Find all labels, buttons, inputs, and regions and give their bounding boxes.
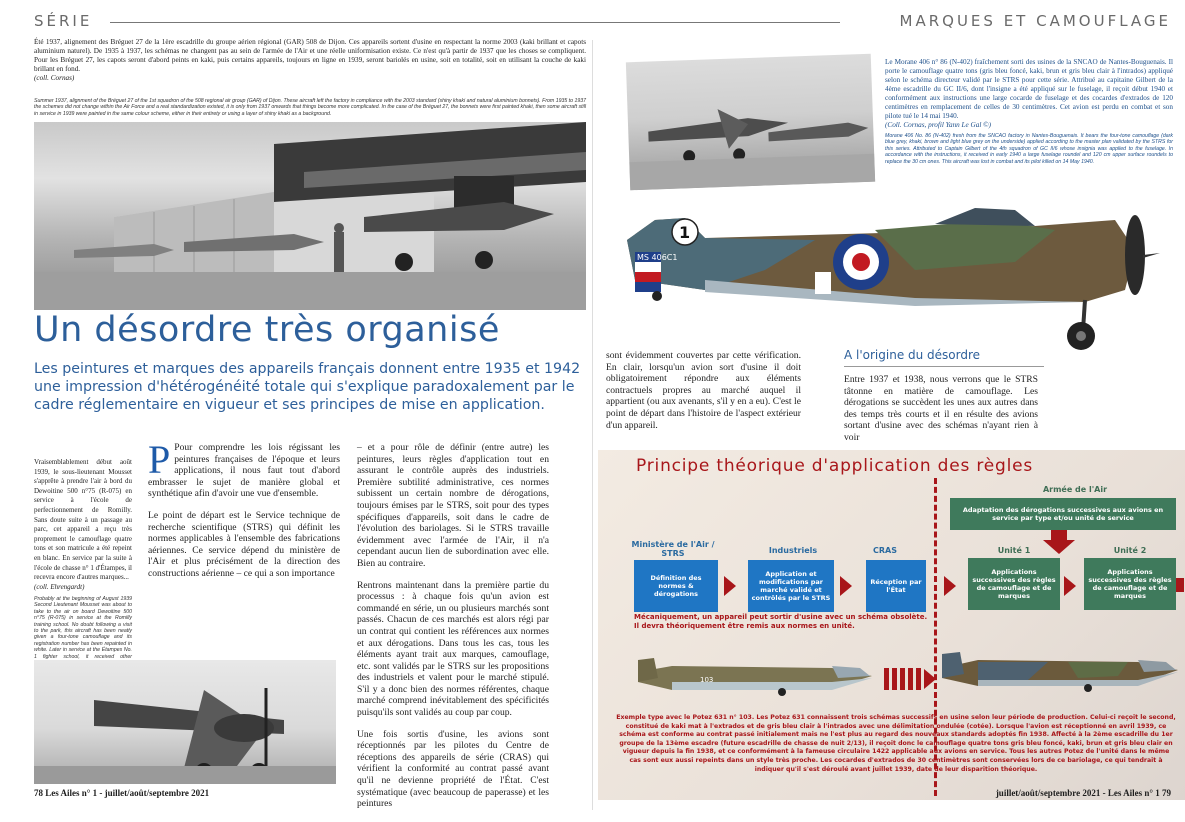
top-credit: (coll. Cornas) <box>34 74 75 82</box>
arrow-tail <box>1176 578 1184 592</box>
arrow-3 <box>944 576 956 596</box>
side-caption-fr: Vraisemblablement début août 1939, le sous-lieutenant Mousset s'apprête à prendre l'air à bord du Dewoitine 500 n°75 (R-075) en service à l'école de perfectionnement de Romilly. Sans doute suite à un passage au parc, cet appareil a reçu très proprement le camouflage quatre tons et son matricule a été repeint en blanc. En service par la suite à l'école de chasse n° 1 d'Étampes, il recevra encore d'autres marques... (coll. Ehrengardt) <box>34 458 132 591</box>
application-box: Application et modifications par marché validé et contrôlés par le STRS <box>748 560 834 612</box>
body-column-1 <box>148 437 340 590</box>
drop-cap: P <box>148 437 171 482</box>
body-column-4 <box>844 374 1038 454</box>
diagram-note: Mécaniquement, un appareil peut sortir d'usine avec un schéma obsolète. Il devra théoriquement être remis aux normes en unité. <box>634 613 928 630</box>
transition-arrow-head <box>924 669 936 689</box>
col4-para-1: Entre 1937 et 1938, nous verrons que le STRS tâtonne en matière de camouflage. Les dérogations se succèdent les unes aux autres dans des temps très courts et il en résulte des avions sortant d'usine avec des schémas n'ayant rien à voir <box>844 374 1038 443</box>
section-title: A l'origine du désordre <box>844 348 981 362</box>
morane-credit: (Coll. Cornas, profil Yann Le Gal ©) <box>885 121 991 129</box>
morane-line-photo <box>626 54 875 190</box>
left-page-footer: 78 Les Ailes n° 1 - juillet/août/septembre 2021 <box>34 788 210 798</box>
definition-box: Définition des normes & dérogations <box>634 560 718 612</box>
unite2-box: Applications successives des règles de camouflage et de marques <box>1084 558 1176 610</box>
header-rule <box>110 22 840 23</box>
body-column-3 <box>606 350 801 441</box>
tail-number: 1 <box>679 223 691 242</box>
morane-caption-en: Morane 406 No. 86 (N-402) fresh from the SNCAO factory in Nantes-Bouguenais. It bears the four-tone camouflage (dark blue grey, khaki, brown and light blue grey on the underside) applied according to the master plan validated by the STRS for this series. Attributed to Captain Gilbert of the 4th squadron of GC II/6 whose insignia was applied to the fuselage. In accordance with the instructions, it received in early 1940 a large fuselage roundel and 120 cm upper surface roundels to replace the 30 cm ones. This aircraft was lost in combat and its pilot killed on 14 May 1940. <box>885 133 1173 165</box>
side-credit: (coll. Ehrengardt) <box>34 582 85 591</box>
potez-631-profile-after <box>938 640 1185 710</box>
col1-para-2: Le point de départ est le Service technique de recherche scientifique (STRS) qui définit les normes applicables à l'ensemble des fabrications aériennes. Ce service dépend du ministère de l'Air et plus précisément de la direction des constructions aérienne – ce qui a son importance <box>148 509 340 579</box>
dewoitine-500-photo <box>34 660 336 784</box>
diagram-bottom-caption: Exemple type avec le Potez 631 n° 103. Les Potez 631 connaissent trois schémas successifs en usine selon leur période de production. Celui-ci reçoit le second, constitué de kaki mat à l'extrados et de gris bleu clair à l'intrados avec une délimitation ondulée (cotée). Lorsque l'avion est réceptionné en avril 1939, ce schéma est conforme au contrat passé initialement mais ne l'est plus au regard des nouveaux standards adoptés fin 1938. Affecté à la 2ème escadrille du 1er groupe de la 13ème escadre (future escadrille de chasse de nuit 2/13), il reçoit donc le camouflage quatre tons gris bleu foncé, kaki, brun et gris bleu clair en vigueur depuis la fin 1938, et ce conformément à la fameuse circulaire 1422 applicable aux avions en service. Tous les autres Potez de l'unité dans le même cas sont eux aussi repeints dans un style très proche. Les cocardes d'extrados de 30 centimètres sont conservées lors de ce bariolage, ce qui tendrait à indiquer qu'il s'est déroulé avant juillet 1939, date de leur disparition théorique. <box>616 714 1176 773</box>
adaptation-box: Adaptation des dérogations successives aux avions en service par type et/ou unité de service <box>950 498 1176 530</box>
industriels-label: Industriels <box>768 546 818 555</box>
article-lede: Les peintures et marques des appareils français donnent entre 1935 et 1942 une impression d'hétérogénéité totale qui s'explique paradoxalement par le cadre réglementaire en vigueur et ses principes de mise en application. <box>34 361 581 413</box>
potez-631-profile-before <box>632 648 882 710</box>
top-caption-en: Summer 1937, alignment of the Bréguet 27 of the 1st squadron of the 508 regional air group (GAR) of Dijon. These aircraft left the factory in compliance with the 2003 standard (shiny khaki and natural aluminium bonnets). From 1935 to 1937 the schemes did not change within the Air Force and a real standardization existed, it is only from 1937 onwards that things become more complicated. In the case of the Bréguet 27, the bonnets were first painted khaki, then some aircraft still in service in 1939 were painted in the same colour scheme, either in their entirety or using a layer of shiny khaki as a background. <box>34 98 586 117</box>
section-header: MARQUES ET CAMOUFLAGE <box>899 12 1171 30</box>
cras-label: CRAS <box>873 546 897 555</box>
unite2-label: Unité 2 <box>1113 546 1147 555</box>
morane-406-profile <box>615 180 1175 355</box>
page-gutter <box>592 40 593 810</box>
body-column-2 <box>357 442 549 820</box>
col2-para-3: Une fois sortis d'usine, les avions sont réceptionnés par les pilotes du Centre de réceptions des appareils de série (CRAS) qui vérifient la conformité au contrat passé avant qu'il ne devienne propriété de l'État. C'est systématique (avec beaucoup de paperasse) et les peintures <box>357 728 549 810</box>
reception-box: Réception par l'État <box>866 560 926 612</box>
top-caption-fr: Été 1937, alignement des Bréguet 27 de la 1ère escadrille du groupe aérien régional (GAR) 508 de Dijon. Ces appareils sortent d'usine en respectant la norme 2003 (kaki brillant et capots aluminium naturel). De 1935 à 1937, les schémas ne changent pas au sein de l'armée de l'Air et une réelle uniformisation existe. Ce n'est qu'à partir de 1937 que les choses se compliquent. Pour les Bréguet 27, les capots seront d'abord peints en kaki, puis certains appareils, toujours en ligne en 1939, seront bariolés en usine, soit en totalité, soit en utilisant la couche de kaki brillant en fond. (coll. Cornas) <box>34 38 586 82</box>
col3-para-1: sont évidemment couvertes par cette vérification. En clair, lorsqu'un avion sort d'usine il doit obligatoirement répondre aux éléments contractuels propres au marché auquel il appartient (ou aux avenants, s'il y en a eu). C'est le point de départ dans l'histoire de l'aspect extérieur d'un appareil. <box>606 350 801 431</box>
arrow-4 <box>1064 576 1076 596</box>
unite1-label: Unité 1 <box>997 546 1031 555</box>
right-page-footer: juillet/août/septembre 2021 - Les Ailes n° 1 79 <box>995 788 1171 798</box>
article-title: Un désordre très organisé <box>34 310 500 350</box>
arrow-2 <box>840 576 852 596</box>
transition-arrow-shaft <box>884 668 924 690</box>
diagram-title: Principe théorique d'application des règles <box>636 456 1034 476</box>
armee-label: Armée de l'Air <box>1042 485 1108 494</box>
side-caption-en: Probably at the beginning of August 1939 Second Lieutenant Mousset was about to take to the air on board Dewoitine 500 n°75 (R-075) in service at the Romilly training school. No doubt following a visit to the park, this aircraft has been neatly given a four-tone camouflage and its registration number has been repainted in white. Later in service at the Étampes No. 1 fighter school, it received other <box>34 596 132 660</box>
ministere-label: Ministère de l'Air / STRS <box>631 540 715 558</box>
col1-para-1: Pour comprendre les lois régissant les peintures françaises de l'époque et leurs applications, il nous faut tout d'abord embrasser le sujet de manière global et synthétique afin d'avoir une vue d'ensemble. <box>148 442 340 500</box>
breguet-hangar-photo <box>34 122 586 310</box>
arrow-1 <box>724 576 736 596</box>
section-rule <box>844 366 1044 367</box>
down-arrow-shaft <box>1051 530 1067 540</box>
tail-codes: MS 406C1 <box>637 253 678 262</box>
potez-number-1: 103 <box>700 676 714 684</box>
col2-para-1: – et a pour rôle de définir (entre autre) les peintures, leurs règles d'application tout en assurant le contrôle auprès des industriels. Première subtilité administrative, ces normes subissent un certain nombre de dérogations, toujours émises par le STRS, soit pour des types spécifiques d'appareils, soit dans le cadre de l'évolution des bariolages. Si le STRS travaille évidemment avec l'armée de l'Air, il n'a cependant aucun lien de subordination avec elle. Bien au contraire. <box>357 442 549 569</box>
col2-para-2: Rentrons maintenant dans la première partie du processus : à chaque fois qu'un avion est commandé en série, un ou plusieurs marchés sont passés. Chacun de ces marchés est alors régi par un contrat qui contient les références aux normes et aux dérogations. Dans tous les cas, tous les éléments ayant trait aux marques, camouflage, etc. sont validés par le STRS sur les propositions des industriels et valent pour le marché stipulé. S'il y a donc bien des normes référentes, chaque marché comprend inévitablement des spécificités puisqu'ils sont validés au coup par coup. <box>357 579 549 719</box>
unite1-box: Applications successives des règles de camouflage et de marques <box>968 558 1060 610</box>
morane-caption-fr: Le Morane 406 n° 86 (N-402) fraîchement sorti des usines de la SNCAO de Nantes-Bouguenais. Il porte le camouflage quatre tons (gris bleu foncé, kaki, brun et gris bleu clair à l'intrados) appliqué selon le schéma directeur validé par le STRS pour cette série. Attribué au capitaine Gilbert de la 4ème escadrille du GC II/6, dont l'insigne a été appliqué sur le fuselage, il reçoit début 1940 et conformément aux instructions une large cocarde de fuselage et des cocardes d'extrados de 120 centimètres en remplacement de celles de 30 centimètres. Cet avion est perdu en combat et son pilote tué le 14 mai 1940. <box>885 58 1173 120</box>
series-header: SÉRIE <box>34 12 93 30</box>
morane-caption <box>885 58 1173 165</box>
